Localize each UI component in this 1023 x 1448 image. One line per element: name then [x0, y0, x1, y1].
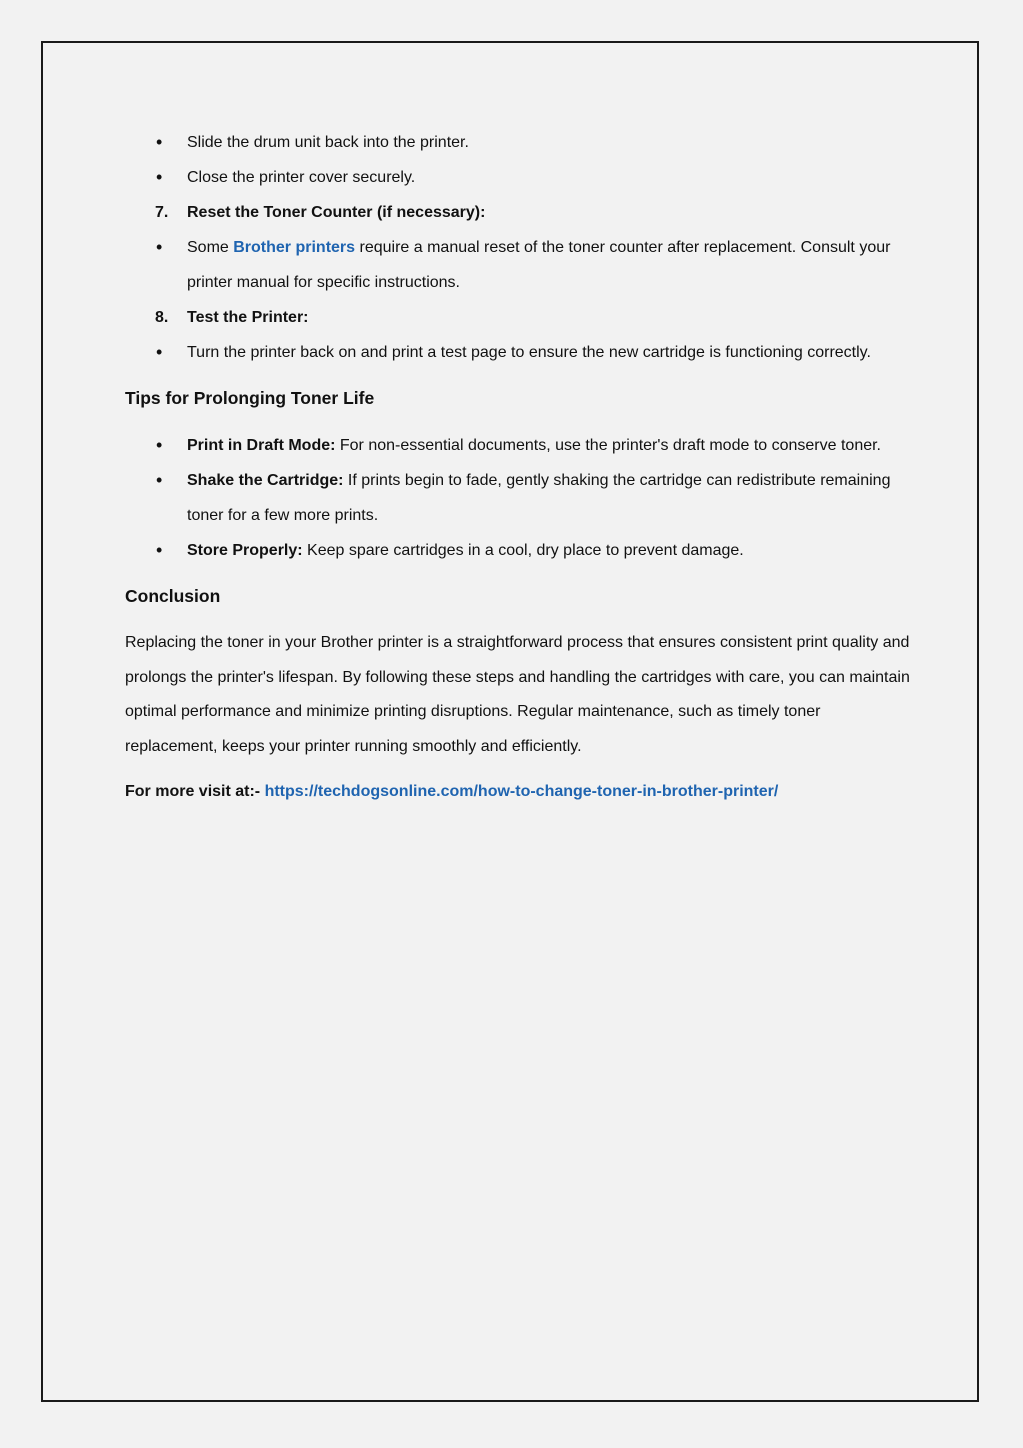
tip-label: Store Properly:: [187, 542, 303, 559]
tip-label: Print in Draft Mode:: [187, 437, 336, 454]
tip-item: [125, 428, 915, 463]
tip-label: Shake the Cartridge:: [187, 472, 344, 489]
list-item: [125, 335, 915, 370]
list-item: [125, 160, 915, 195]
more-info-link[interactable]: https://techdogsonline.com/how-to-change-toner-in-brother-printer/: [264, 783, 779, 800]
bullet-icon: •: [156, 342, 163, 362]
step-8: [125, 300, 915, 335]
conclusion-heading: Conclusion: [125, 586, 221, 606]
step-number: 7.: [155, 204, 169, 221]
more-info-line: [125, 774, 915, 809]
conclusion-paragraph: Replacing the toner in your Brother printer is a straightforward process that ensures consistent print quality and prolongs the printer's lifespan. By following these steps and handling the cartridges with care, you can maintain optimal performance and minimize printing disruptions. Regular maintenance, such as timely toner replacement, keeps your printer running smoothly and efficiently.: [125, 634, 910, 755]
tip-text: Keep spare cartridges in a cool, dry place to prevent damage.: [302, 542, 744, 559]
bullet-icon: •: [156, 132, 163, 152]
list-item-text: Slide the drum unit back into the printer.: [187, 134, 469, 151]
more-info-label: For more visit at:-: [125, 783, 265, 800]
page-content: [125, 125, 915, 809]
step-title: Test the Printer:: [187, 309, 309, 326]
list-item-text: Close the printer cover securely.: [187, 169, 416, 186]
tip-item: [125, 463, 915, 533]
step-7: [125, 195, 915, 230]
bullet-icon: •: [156, 167, 163, 187]
list-item-text-pre: Some: [187, 239, 234, 256]
list-item-text-post: require a manual reset of the toner counter after replacement. Consult your printer manual for specific instructions.: [187, 239, 891, 291]
list-item-text: Turn the printer back on and print a test page to ensure the new cartridge is functioning correctly.: [187, 344, 871, 361]
bullet-icon: •: [156, 435, 163, 455]
tip-item: [125, 533, 915, 568]
tip-text: For non-essential documents, use the printer's draft mode to conserve toner.: [335, 437, 881, 454]
step-title: Reset the Toner Counter (if necessary):: [187, 204, 486, 221]
list-item: [125, 230, 915, 300]
bullet-icon: •: [156, 237, 163, 257]
tips-heading: Tips for Prolonging Toner Life: [125, 388, 375, 408]
tip-text: If prints begin to fade, gently shaking the cartridge can redistribute remaining toner for a few more prints.: [187, 472, 891, 524]
brother-printers-link[interactable]: Brother printers: [233, 239, 356, 256]
bullet-icon: •: [156, 470, 163, 490]
list-item: [125, 125, 915, 160]
step-number: 8.: [155, 309, 169, 326]
document-page: [41, 41, 979, 1402]
bullet-icon: •: [156, 540, 163, 560]
